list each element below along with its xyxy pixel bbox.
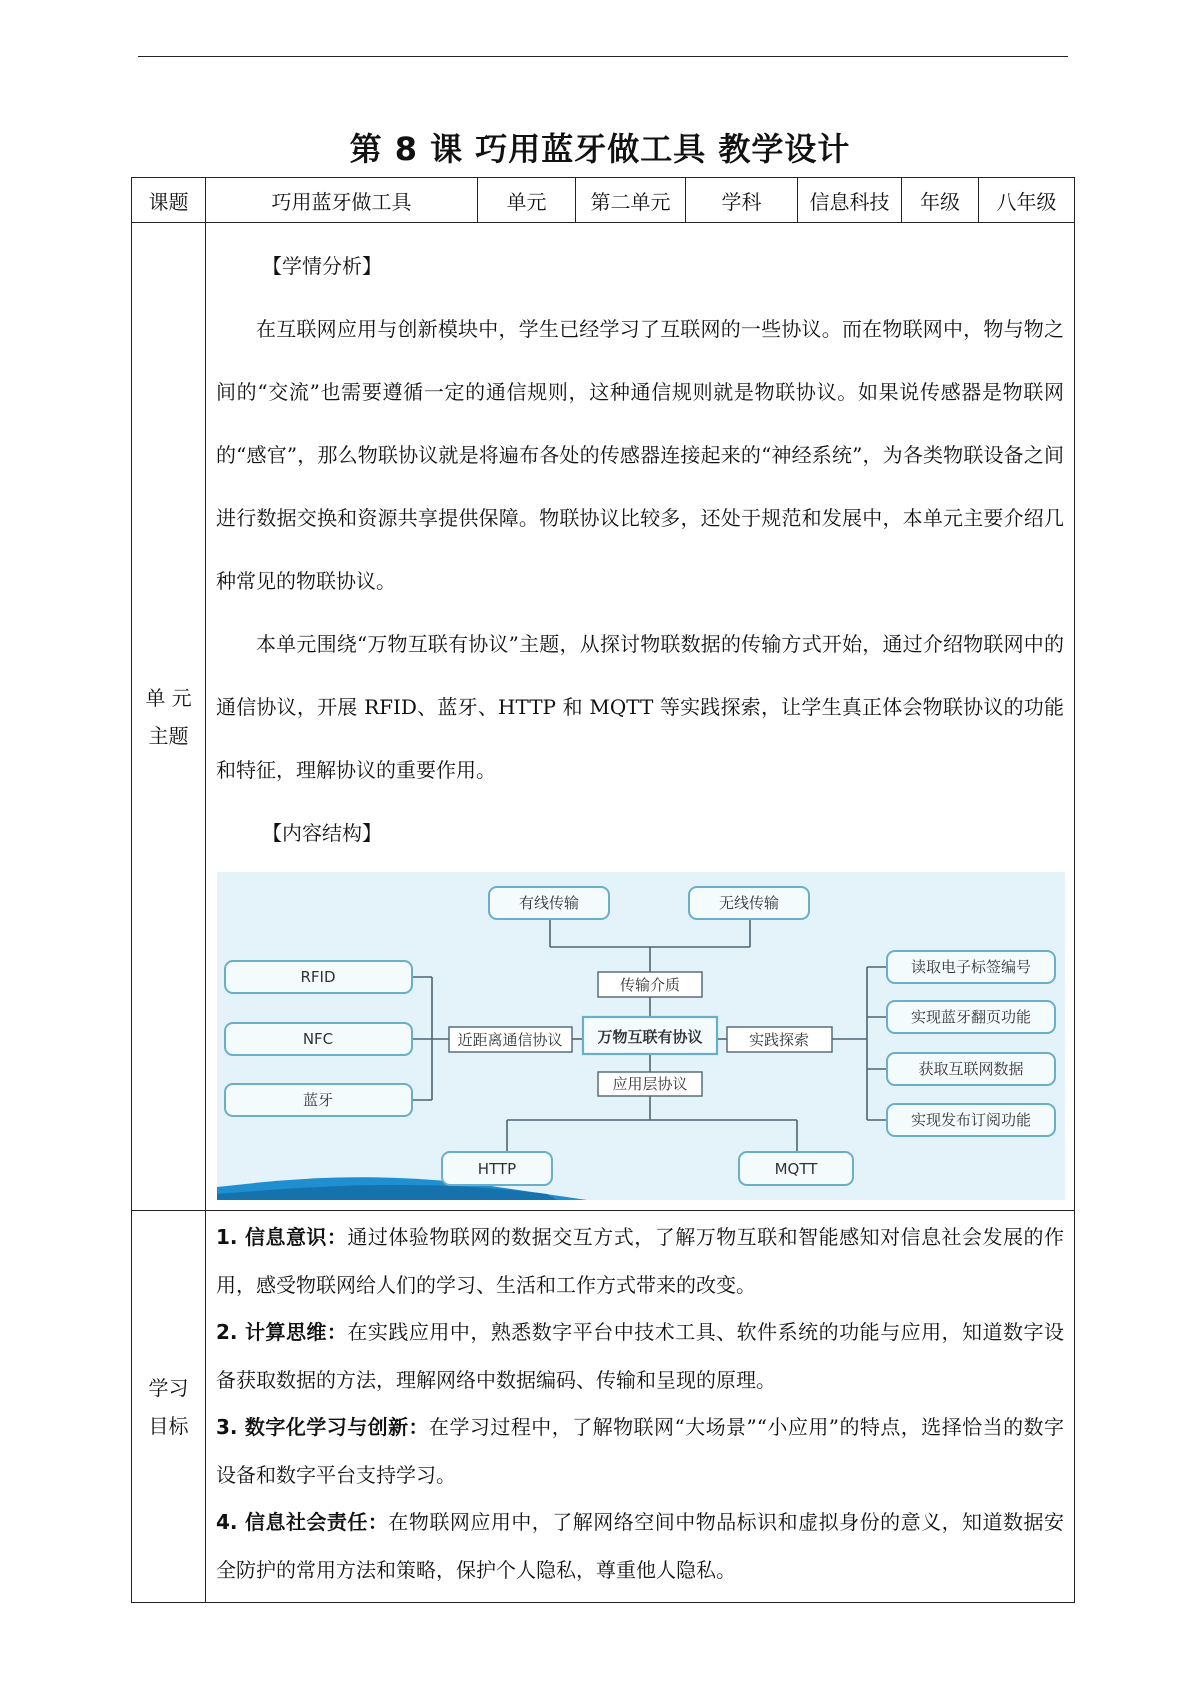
near-field-node bbox=[449, 1027, 572, 1052]
objectives-row bbox=[132, 1211, 1075, 1603]
grade-label: 年级 bbox=[902, 178, 979, 223]
practice-item-4 bbox=[887, 1104, 1055, 1136]
subject-label: 学科 bbox=[686, 178, 798, 223]
svg-text:蓝牙: 蓝牙 bbox=[302, 1091, 334, 1109]
media-node bbox=[598, 972, 702, 997]
objective-item bbox=[216, 1309, 1064, 1404]
unit-theme-label-line2: 主题 bbox=[148, 723, 189, 748]
app-layer-node bbox=[598, 1072, 702, 1096]
wireless-transmission-node bbox=[689, 887, 809, 919]
svg-text:传输介质: 传输介质 bbox=[619, 976, 681, 994]
objective-heading: 3. 数字化学习与创新： bbox=[216, 1415, 430, 1439]
svg-text:获取互联网数据: 获取互联网数据 bbox=[918, 1060, 1024, 1078]
topic-value: 巧用蓝牙做工具 bbox=[206, 178, 478, 223]
practice-item-3 bbox=[887, 1053, 1055, 1085]
content-structure-diagram bbox=[217, 872, 1065, 1200]
unit-theme-label bbox=[132, 223, 206, 1211]
svg-text:应用层协议: 应用层协议 bbox=[612, 1075, 688, 1093]
header-row bbox=[132, 178, 1075, 223]
analysis-paragraph-2: 本单元围绕“万物互联有协议”主题，从探讨物联数据的传输方式开始，通过介绍物联网中的通信协议，开展 RFID、蓝牙、HTTP 和 MQTT 等实践探索，让学生真正体会物联协议的功能和特征，理解协议的重要作用。 bbox=[216, 632, 1064, 782]
center-node bbox=[583, 1017, 717, 1054]
practice-item-2 bbox=[887, 1001, 1055, 1033]
unit-theme-row bbox=[132, 223, 1075, 1211]
unit-theme-content bbox=[206, 223, 1075, 1211]
objective-text: 在实践应用中，熟悉数字平台中技术工具、软件系统的功能与应用，知道数字设备获取数据的方法，理解网络中数据编码、传输和呈现的原理。 bbox=[216, 1320, 1064, 1392]
analysis-heading: 【学情分析】 bbox=[262, 254, 382, 278]
objective-text: 在物联网应用中，了解网络空间中物品标识和虚拟身份的意义，知道数据安全防护的常用方法和策略，保护个人隐私，尊重他人隐私。 bbox=[216, 1510, 1065, 1582]
objective-item bbox=[216, 1214, 1064, 1309]
svg-text:HTTP: HTTP bbox=[477, 1160, 517, 1178]
bluetooth-node bbox=[225, 1084, 412, 1116]
objectives-label bbox=[132, 1211, 206, 1603]
objective-heading: 2. 计算思维： bbox=[216, 1320, 348, 1344]
objective-item bbox=[216, 1404, 1064, 1499]
svg-text:近距离通信协议: 近距离通信协议 bbox=[457, 1031, 563, 1049]
objective-heading: 4. 信息社会责任： bbox=[216, 1510, 389, 1534]
svg-text:MQTT: MQTT bbox=[774, 1160, 818, 1178]
practice-item-1 bbox=[887, 951, 1055, 983]
svg-text:NFC: NFC bbox=[302, 1030, 334, 1048]
topic-label: 课题 bbox=[132, 178, 206, 223]
objectives-content bbox=[206, 1211, 1075, 1603]
structure-heading: 【内容结构】 bbox=[262, 821, 382, 845]
objective-item bbox=[216, 1499, 1064, 1594]
objectives-label-line1: 学习 bbox=[148, 1375, 189, 1400]
svg-text:实现蓝牙翻页功能: 实现蓝牙翻页功能 bbox=[910, 1008, 1032, 1026]
practice-node bbox=[727, 1027, 832, 1052]
objectives-label-line2: 目标 bbox=[148, 1413, 189, 1438]
unit-value: 第二单元 bbox=[576, 178, 686, 223]
unit-theme-label-line1: 单 元 bbox=[145, 685, 192, 710]
svg-text:实践探索: 实践探索 bbox=[748, 1031, 810, 1049]
svg-text:实现发布订阅功能: 实现发布订阅功能 bbox=[910, 1111, 1032, 1129]
svg-text:无线传输: 无线传输 bbox=[718, 894, 780, 912]
svg-text:读取电子标签编号: 读取电子标签编号 bbox=[910, 958, 1032, 976]
wired-transmission-node bbox=[489, 887, 609, 919]
objective-text: 通过体验物联网的数据交互方式，了解万物互联和智能感知对信息社会发展的作用，感受物联网给人们的学习、生活和工作方式带来的改变。 bbox=[216, 1225, 1064, 1297]
nfc-node bbox=[225, 1023, 412, 1055]
grade-value: 八年级 bbox=[979, 178, 1075, 223]
objective-heading: 1. 信息意识： bbox=[216, 1225, 348, 1249]
rfid-node bbox=[225, 961, 412, 993]
unit-label: 单元 bbox=[478, 178, 576, 223]
svg-text:有线传输: 有线传输 bbox=[518, 894, 580, 912]
svg-text:RFID: RFID bbox=[300, 968, 336, 986]
http-node bbox=[442, 1152, 552, 1185]
lesson-table bbox=[131, 177, 1075, 1603]
svg-text:万物互联有协议: 万物互联有协议 bbox=[597, 1028, 703, 1046]
analysis-paragraph-1: 在互联网应用与创新模块中，学生已经学习了互联网的一些协议。而在物联网中，物与物之间的“交流”也需要遵循一定的通信规则，这种通信规则就是物联协议。如果说传感器是物联网的“感官”，那么物联协议就是将遍布各处的传感器连接起来的“神经系统”，为各类物联设备之间进行数据交换和资源共享提供保障。物联协议比较多，还处于规范和发展中，本单元主要介绍几种常见的物联协议。 bbox=[216, 317, 1064, 593]
objective-text: 在学习过程中，了解物联网“大场景”“小应用”的特点，选择恰当的数字设备和数字平台支持学习。 bbox=[216, 1415, 1064, 1487]
mqtt-node bbox=[739, 1152, 853, 1185]
header-rule bbox=[138, 56, 1068, 57]
page-title: 第 8 课 巧用蓝牙做工具 教学设计 bbox=[349, 130, 851, 168]
subject-value: 信息科技 bbox=[798, 178, 902, 223]
